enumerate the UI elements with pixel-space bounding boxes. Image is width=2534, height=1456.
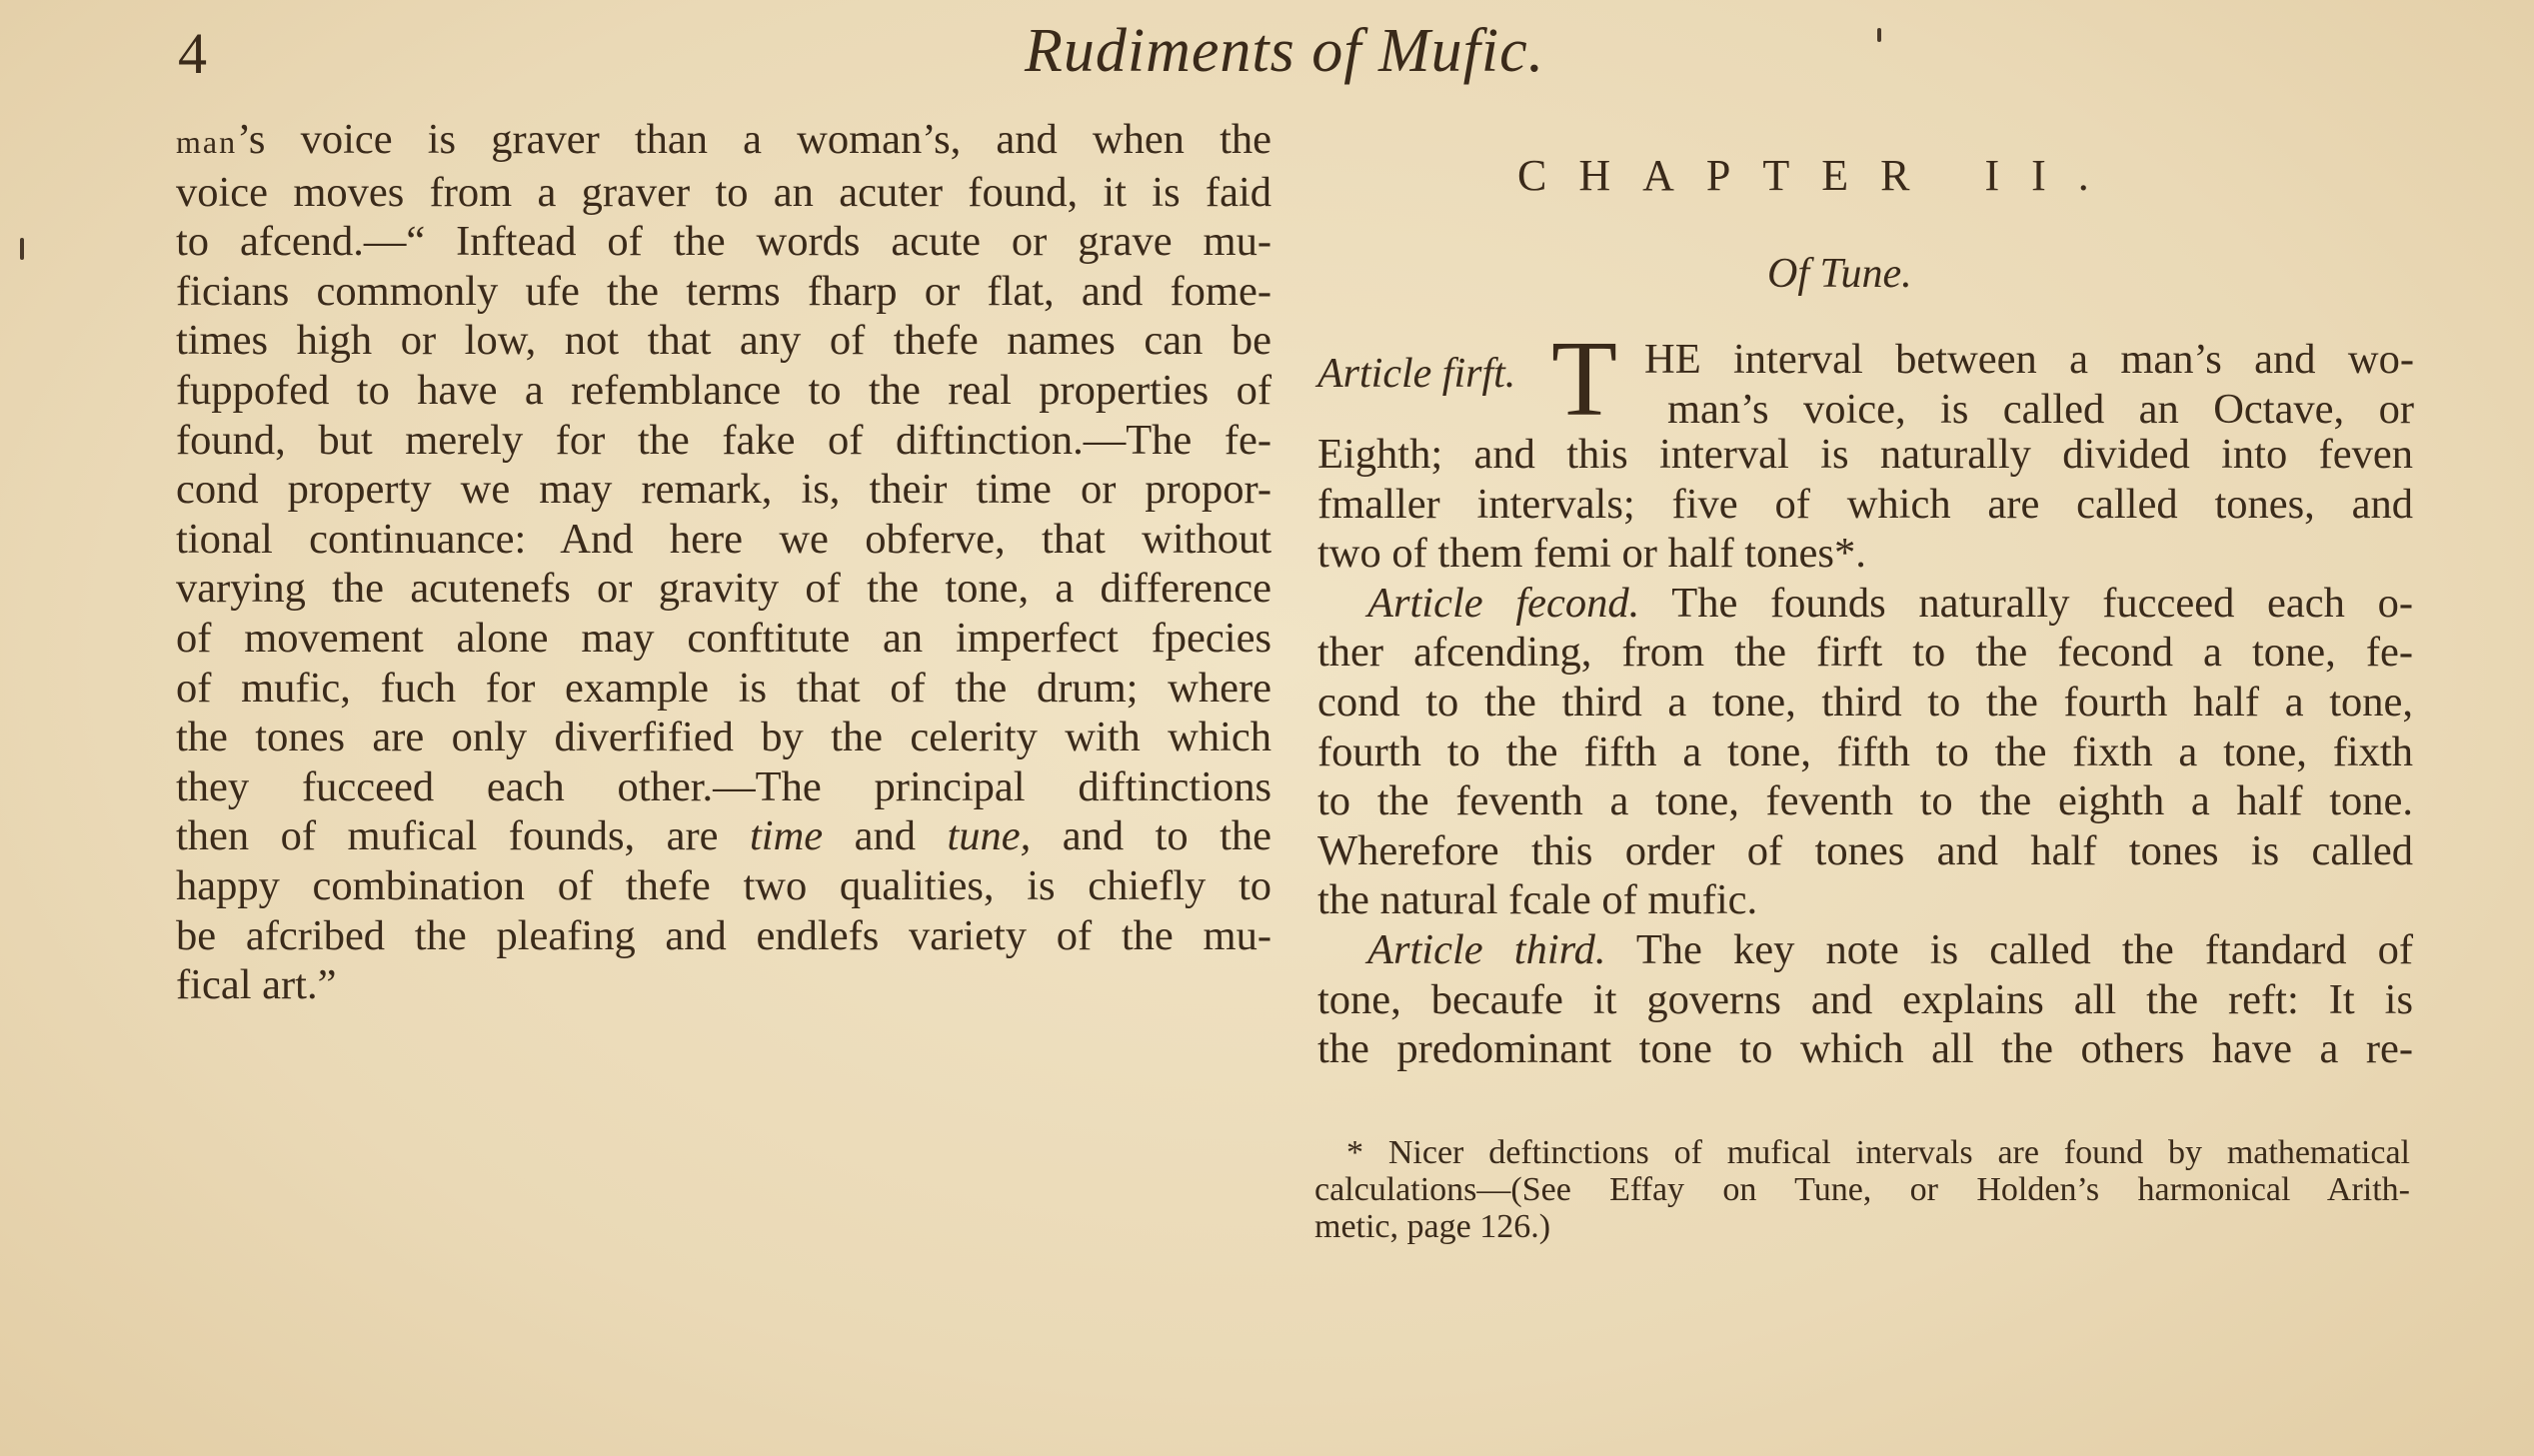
text-fragment: then of mufical founds, are <box>176 812 750 860</box>
text-line: fuppofed to have a refemblance to the real properties of <box>176 366 1271 414</box>
paragraph-second-line: man’s voice, is called an Octave, or <box>1667 386 2414 433</box>
left-column-text <box>176 115 1271 1010</box>
text-line: ther afcending, from the firft to the fecond a tone, fe- <box>1317 629 2413 677</box>
text-line <box>1317 579 2413 629</box>
text-fragment: and <box>823 812 948 860</box>
page-number: 4 <box>178 21 207 86</box>
article-first-label: Article firft. <box>1317 351 1516 397</box>
text-line: times high or low, not that any of thefe names can be <box>176 317 1271 365</box>
text-fragment: The key note is called the ftandard of <box>1605 925 2414 973</box>
text-line: voice moves from a graver to an acuter found, it is faid <box>176 168 1271 216</box>
text-line: fourth to the fifth a tone, fifth to the fixth a tone, fixth <box>1317 728 2413 775</box>
article-label: Article fecond. <box>1367 579 1640 627</box>
ink-speck <box>1877 28 1881 42</box>
text-fragment: and to the <box>1031 812 1271 860</box>
text-line: of movement alone may conftitute an imperfect fpecies <box>176 614 1271 662</box>
footnote-line: calculations—(See Effay on Tune, or Holden’s harmonical Arith- <box>1314 1171 2410 1208</box>
text-fragment: ’s voice is graver than a woman’s, and when the <box>237 116 1271 163</box>
italic-word: time <box>749 812 824 860</box>
ink-speck <box>20 238 24 260</box>
text-line: the tones are only diverfified by the celerity with which <box>176 714 1271 761</box>
text-line: they fucceed each other.—The principal diftinctions <box>176 762 1271 810</box>
text-line: varying the acutenefs or gravity of the tone, a difference <box>176 565 1271 613</box>
text-line: found, but merely for the fake of diftinction.—The fe- <box>176 416 1271 464</box>
page-header <box>0 8 2534 88</box>
text-line: of mufic, fuch for example is that of the drum; where <box>176 664 1271 712</box>
text-line: tone, becaufe it governs and explains all the reft: It is <box>1317 975 2413 1023</box>
text-line: two of them femi or half tones*. <box>1317 530 1866 578</box>
running-title: Rudiments of Mufic. <box>1025 17 1545 85</box>
italic-word: tune, <box>947 812 1032 860</box>
text-line: happy combination of thefe two qualities, is chiefly to <box>176 861 1271 909</box>
text-line: cond to the third a tone, third to the fourth half a tone, <box>1317 678 2413 726</box>
text-line: Wherefore this order of tones and half tones is called <box>1317 826 2413 874</box>
text-line: cond property we may remark, is, their time or propor- <box>176 466 1271 514</box>
text-line: to afcend.—“ Inftead of the words acute or grave mu- <box>176 218 1271 266</box>
text-line <box>176 115 1271 168</box>
text-line: be afcribed the pleafing and endlefs variety of the mu- <box>176 911 1271 959</box>
small-caps-word: man <box>176 124 238 160</box>
footnote-line: * Nicer deftinctions of mufical intervals are found by mathematical <box>1346 1134 2410 1171</box>
article-label: Article third. <box>1367 925 1606 973</box>
text-line: fmaller intervals; five of which are called tones, and <box>1317 480 2413 528</box>
footnote-line: metic, page 126.) <box>1314 1208 1551 1245</box>
footnote <box>1314 1134 2410 1245</box>
text-line: the natural fcale of mufic. <box>1317 876 1758 924</box>
text-line: tional continuance: And here we obferve, that without <box>176 515 1271 563</box>
drop-cap: T <box>1551 320 1617 439</box>
chapter-heading: CHAPTER II. <box>1517 151 2121 200</box>
text-line: fical art.” <box>176 961 337 1009</box>
paragraph-first-line: HE interval between a man’s and wo- <box>1644 336 2414 383</box>
text-line: ficians commonly ufe the terms fharp or flat, and fome- <box>176 267 1271 315</box>
right-column-text <box>1317 430 2413 1074</box>
text-line <box>176 811 1271 861</box>
text-line <box>1317 925 2413 975</box>
text-fragment: The founds naturally fucceed each o- <box>1639 579 2413 627</box>
text-line: Eighth; and this interval is naturally divided into feven <box>1317 431 2413 478</box>
text-line: to the feventh a tone, feventh to the eighth a half tone. <box>1317 777 2413 825</box>
text-line: the predominant tone to which all the others have a re- <box>1317 1025 2413 1073</box>
section-title: Of Tune. <box>1767 251 1912 297</box>
